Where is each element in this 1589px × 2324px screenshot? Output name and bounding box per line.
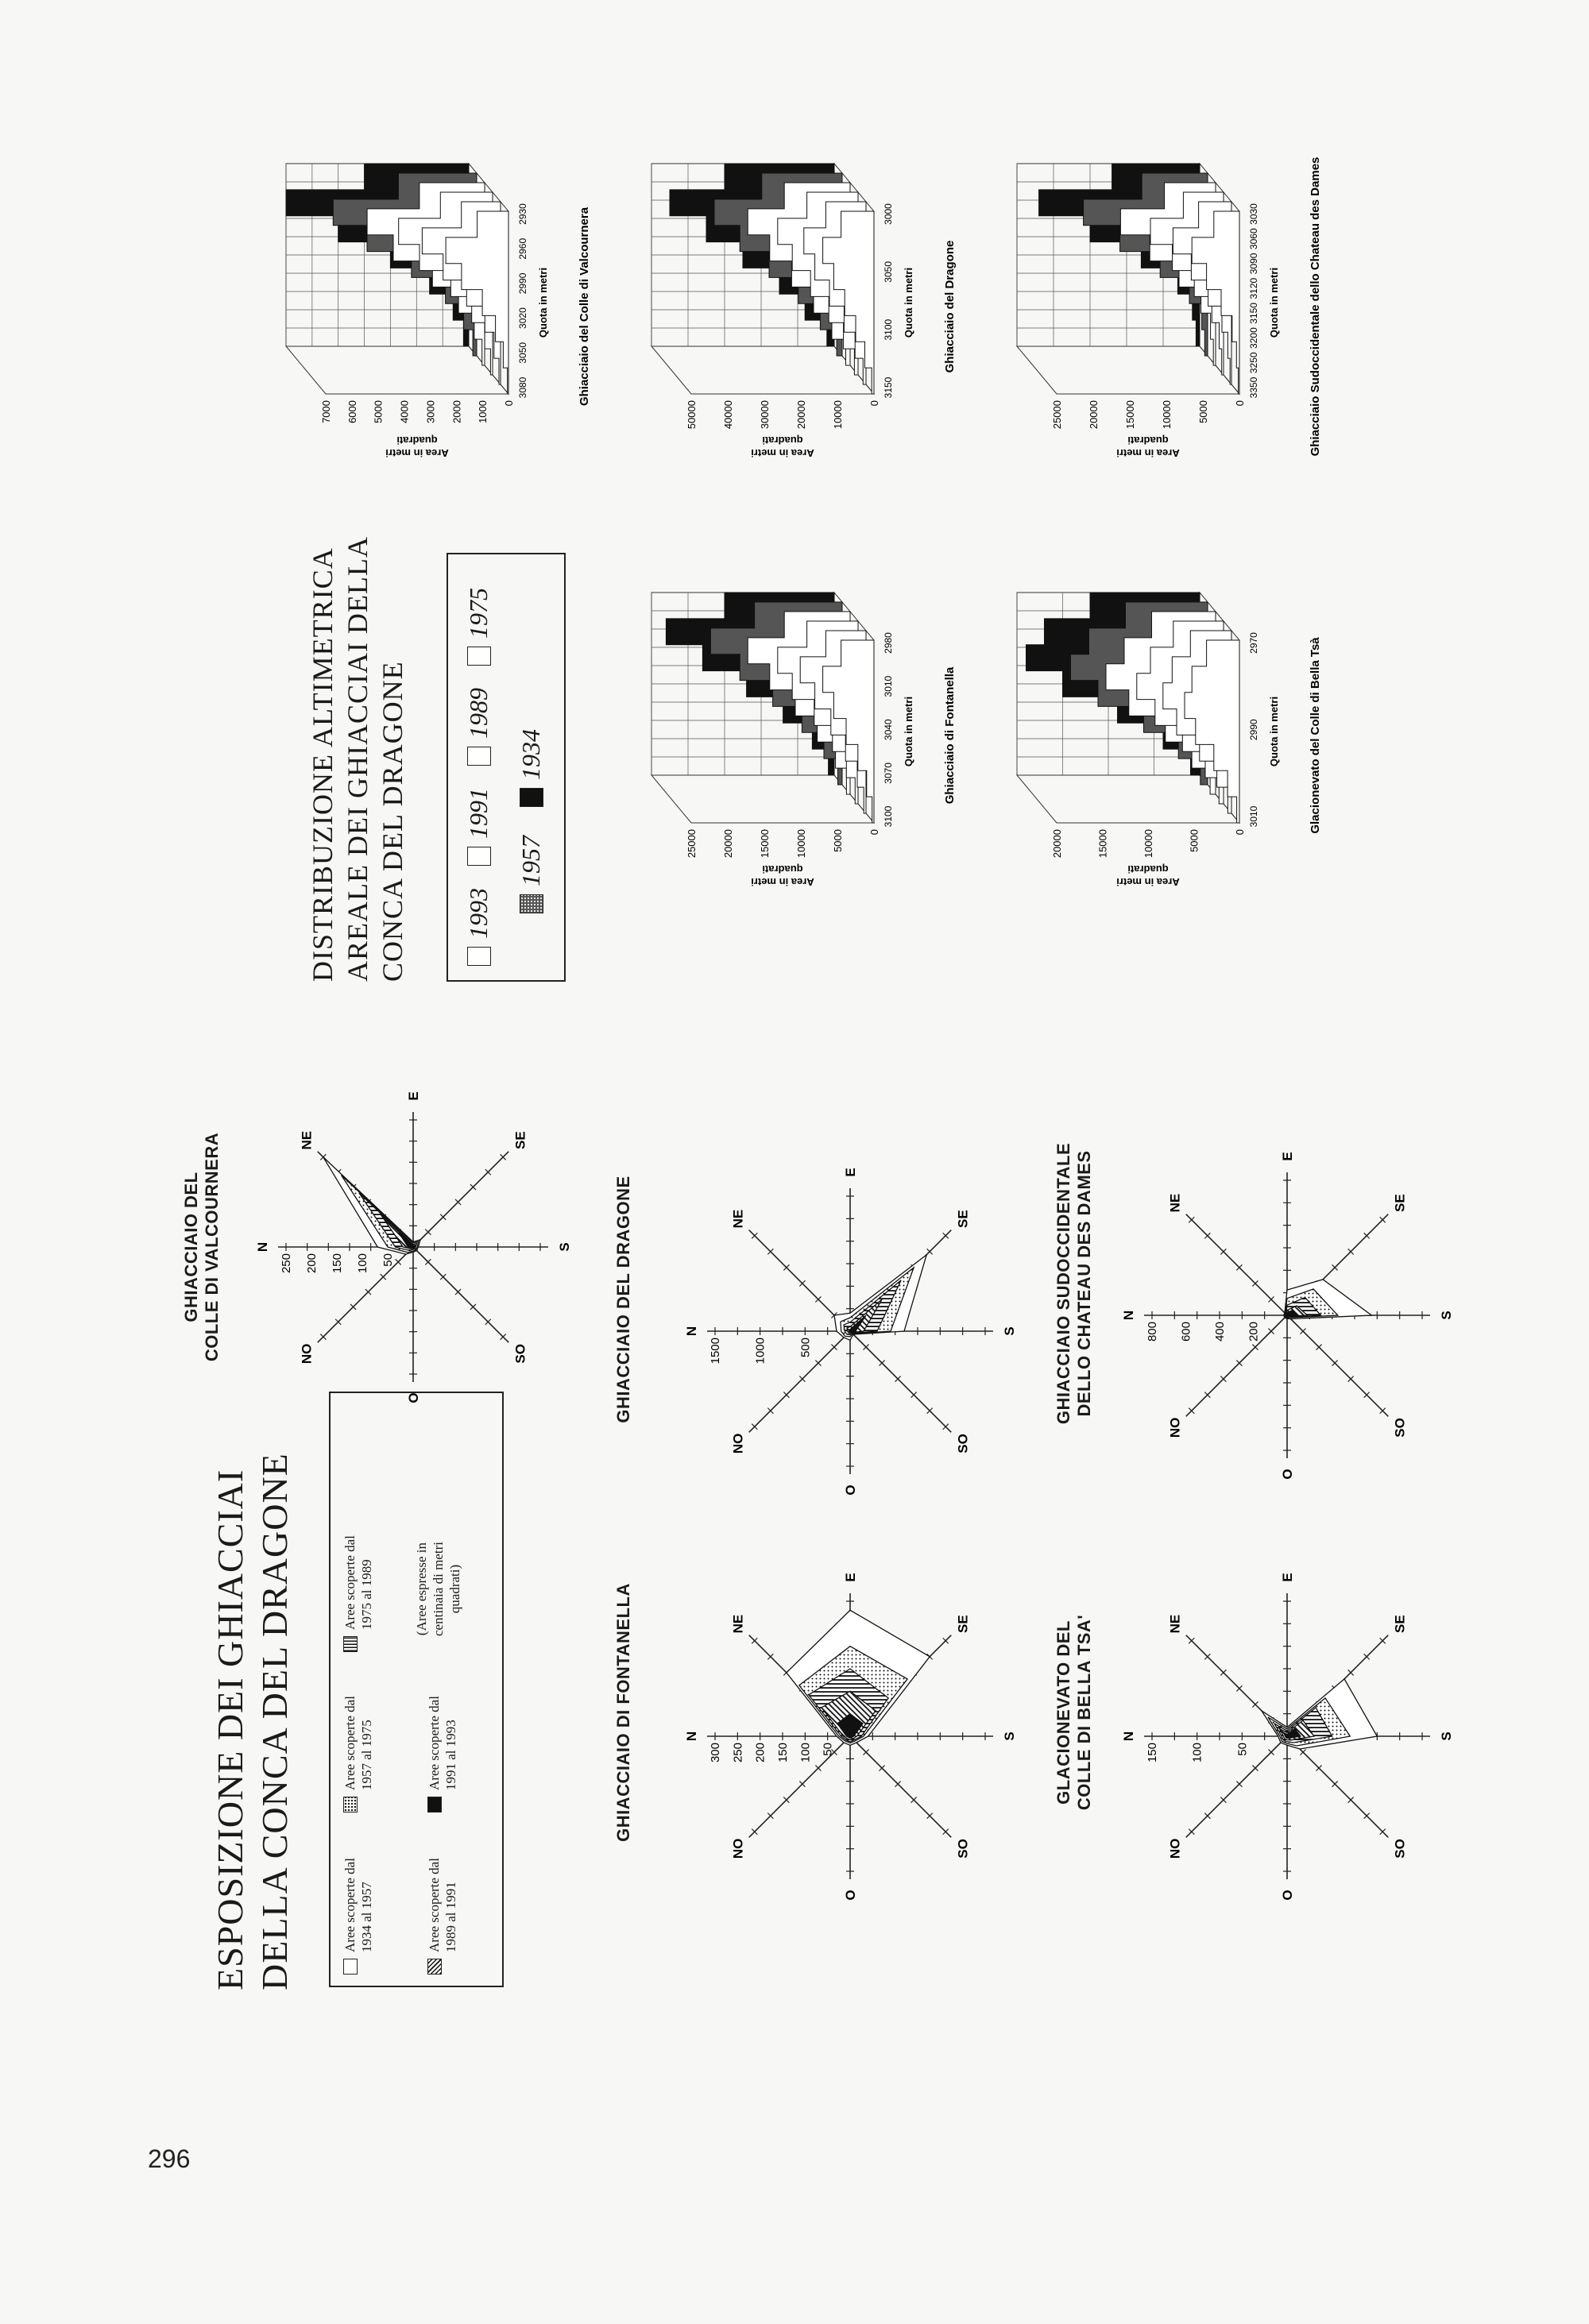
area-x-tick-label: 3350 — [1248, 376, 1259, 399]
legend-label: 1989 al 1991 — [443, 1882, 458, 1952]
area-y-tick-label: 15000 — [1096, 829, 1109, 859]
area-x-tick-label: 3000 — [883, 203, 894, 225]
radar-direction-se: SE — [512, 1131, 528, 1149]
chart-title-line: GHIACCIAIO DI FONTANELLA — [613, 1583, 633, 1842]
page-number: 296 — [148, 2144, 191, 2173]
area-y-tick-label: 25000 — [686, 829, 698, 859]
legend-item-1975 — [464, 588, 493, 666]
radar-direction-se: SE — [1392, 1615, 1408, 1633]
area-y-axis-subtitle: quadrati — [396, 434, 438, 446]
radar-tick-label: 250 — [280, 1253, 293, 1274]
legend-label: 1957 al 1975 — [359, 1720, 374, 1790]
area-x-tick-label: 2980 — [883, 632, 894, 654]
radar-direction-e: E — [406, 1091, 421, 1101]
area-chart-chateau — [993, 132, 1335, 481]
area-y-tick-label: 0 — [1234, 829, 1246, 836]
legend-label: 1934 — [516, 729, 545, 780]
radar-axis-so — [413, 1247, 508, 1342]
radar-axis-ne — [1186, 1214, 1287, 1315]
area-x-axis-title: Quota in metri — [903, 267, 914, 338]
area-x-tick-label: 2960 — [517, 237, 528, 260]
radar-direction-so: SO — [955, 1434, 971, 1453]
radar-tick-label: 150 — [1146, 1743, 1159, 1763]
area-y-tick-label: 5000 — [832, 829, 844, 852]
area-y-axis-subtitle: quadrati — [762, 434, 803, 446]
radar-direction-s: S — [1002, 1326, 1017, 1336]
radar-axis-so — [850, 1331, 951, 1432]
radar-tick-label: 500 — [798, 1338, 813, 1358]
radar-direction-ne: NE — [1167, 1193, 1183, 1213]
legend-label: 1991 — [464, 788, 493, 839]
radar-direction-o: O — [843, 1484, 858, 1496]
legend-item-1989 — [464, 688, 493, 766]
area-y-axis-title: Area in metri — [385, 447, 449, 459]
legend-label: 1989 — [464, 688, 493, 739]
radar-direction-o: O — [406, 1392, 421, 1403]
radar-chart-bellatsa — [1112, 1562, 1462, 1911]
legend-note-line: centinaia di metri — [431, 1542, 446, 1636]
area-y-tick-label: 0 — [1234, 400, 1246, 407]
radar-direction-ne: NE — [730, 1209, 746, 1229]
area-y-axis-title: Area in metri — [751, 876, 814, 888]
radar-direction-no: NO — [299, 1343, 315, 1365]
area-y-tick-label: 25000 — [1051, 400, 1063, 430]
radar-direction-s: S — [1002, 1731, 1017, 1741]
area-y-tick-label: 15000 — [1124, 400, 1136, 430]
legend-item-1991-1993 — [426, 1696, 459, 1812]
radar-title-chateau — [1054, 1117, 1095, 1450]
legend-swatch — [427, 1959, 442, 1975]
area-y-tick-label: 2000 — [450, 400, 463, 423]
radar-direction-ne: NE — [730, 1614, 746, 1634]
legend-label: 1975 — [464, 588, 493, 639]
left-main-title — [208, 1453, 297, 1990]
area-y-tick-label: 15000 — [759, 829, 771, 859]
area-y-tick-label: 20000 — [1088, 400, 1100, 430]
radar-tick-label: 50 — [381, 1253, 395, 1267]
area-y-tick-label: 5000 — [1188, 829, 1200, 852]
radar-direction-n: N — [684, 1326, 699, 1337]
radar-title-dragone — [613, 1125, 634, 1474]
legend-note-line: (Aree espresse in — [414, 1542, 429, 1636]
area-x-tick-label: 3060 — [1248, 228, 1259, 250]
radar-tick-label: 400 — [1213, 1322, 1227, 1342]
legend-item-1975-1989 — [342, 1535, 375, 1652]
area-x-tick-label: 3200 — [1248, 327, 1259, 349]
legend-swatch — [343, 1636, 358, 1652]
area-chart-fontanella — [628, 561, 969, 910]
area-y-tick-label: 5000 — [1197, 400, 1209, 423]
area-x-tick-label: 3050 — [517, 342, 528, 364]
legend-label: 1975 al 1989 — [359, 1559, 374, 1630]
radar-title-valcournera — [181, 1080, 222, 1414]
radar-tick-label: 50 — [821, 1743, 835, 1756]
radar-tick-label: 150 — [776, 1743, 790, 1763]
radar-direction-s: S — [1439, 1311, 1454, 1320]
area-x-axis-title: Quota in metri — [537, 267, 549, 338]
legend-swatch — [427, 1797, 442, 1812]
radar-direction-o: O — [1280, 1890, 1295, 1901]
legend-swatch — [343, 1959, 358, 1975]
area-chart-dragone — [628, 132, 969, 481]
radar-tick-label: 1500 — [709, 1338, 722, 1365]
radar-direction-o: O — [1280, 1469, 1295, 1480]
radar-direction-e: E — [1280, 1573, 1295, 1582]
legend-label: Aree scoperte dal — [427, 1858, 442, 1952]
radar-tick-label: 100 — [1190, 1743, 1204, 1763]
radar-direction-no: NO — [1167, 1838, 1183, 1859]
radar-tick-label: 600 — [1179, 1322, 1193, 1342]
area-y-axis-title: Area in metri — [1116, 876, 1180, 888]
radar-tick-label: 1000 — [753, 1338, 767, 1365]
radar-tick-label: 200 — [305, 1253, 319, 1274]
area-x-axis-title: Quota in metri — [903, 696, 914, 767]
area-x-tick-label: 2970 — [1248, 632, 1259, 654]
area-y-tick-label: 40000 — [722, 400, 734, 430]
radar-direction-e: E — [843, 1168, 858, 1177]
legend-label: 1993 — [464, 888, 493, 939]
area-x-tick-label: 3070 — [883, 762, 894, 784]
radar-tick-label: 250 — [731, 1743, 745, 1763]
radar-tick-label: 150 — [331, 1253, 344, 1274]
area-x-tick-label: 3250 — [1248, 352, 1259, 374]
area-y-tick-label: 6000 — [346, 400, 358, 423]
area-chart-title: Ghiacciaio di Fontanella — [943, 666, 957, 805]
radar-direction-e: E — [1280, 1152, 1295, 1161]
area-y-tick-label: 20000 — [1051, 829, 1063, 859]
legend-label: Aree scoperte dal — [342, 1858, 358, 1952]
legend-swatch — [467, 847, 491, 866]
area-x-tick-label: 3090 — [1248, 253, 1259, 275]
legend-item-1934-1957 — [342, 1858, 375, 1975]
area-x-tick-label: 3030 — [1248, 203, 1259, 225]
radar-title-fontanella — [613, 1546, 634, 1879]
area-y-axis-subtitle: quadrati — [1127, 863, 1169, 875]
radar-direction-s: S — [557, 1242, 572, 1252]
radar-axis-so — [1287, 1315, 1388, 1416]
legend-item-1993 — [464, 888, 493, 966]
radar-direction-ne: NE — [299, 1130, 315, 1150]
legend-item-1957-1975 — [342, 1696, 375, 1812]
radar-direction-so: SO — [1392, 1839, 1408, 1859]
area-chart-title: Ghiacciaio del Dragone — [943, 240, 957, 373]
radar-direction-no: NO — [730, 1433, 746, 1454]
area-x-tick-label: 3010 — [883, 675, 894, 697]
radar-tick-label: 50 — [1235, 1743, 1250, 1756]
area-x-tick-label: 3120 — [1248, 277, 1259, 299]
area-y-tick-label: 10000 — [1161, 400, 1173, 430]
area-y-tick-label: 0 — [868, 829, 880, 836]
area-chart-title: Ghiacciaio Sudoccidentale dello Chateau des Dames — [1309, 156, 1322, 457]
left-title-line2: DELLA CONCA DEL DRAGONE — [254, 1453, 295, 1990]
chart-title-line: GHIACCIAIO DEL — [181, 1172, 201, 1322]
legend-label: Aree scoperte dal — [342, 1535, 358, 1630]
radar-direction-se: SE — [955, 1210, 971, 1228]
radar-direction-n: N — [684, 1731, 699, 1742]
area-y-axis-title: Area in metri — [751, 447, 814, 459]
area-y-tick-label: 4000 — [398, 400, 411, 423]
area-x-tick-label: 3150 — [1248, 303, 1259, 324]
radar-direction-so: SO — [512, 1344, 528, 1364]
area-x-tick-label: 3100 — [883, 318, 894, 341]
area-x-tick-label: 3040 — [883, 719, 894, 741]
area-x-tick-label: 3100 — [883, 805, 894, 828]
area-chart-title: Glacionevato del Colle di Bella Tsà — [1309, 637, 1322, 834]
radar-axis-no — [1186, 1315, 1287, 1416]
legend-swatch — [467, 647, 491, 666]
right-title-line2: AREALE DEI GHIACCIAI DELLA — [342, 536, 373, 982]
area-chart-bellatsa — [993, 561, 1335, 910]
right-title-line3: CONCA DEL DRAGONE — [377, 661, 408, 982]
area-y-tick-label: 30000 — [759, 400, 771, 430]
radar-chart-fontanella — [675, 1562, 1025, 1911]
altimetry-legend — [447, 553, 566, 982]
legend-note-line: quadrati) — [447, 1564, 462, 1614]
area-x-tick-label: 2990 — [1248, 719, 1259, 741]
chart-title-line: DELLO CHATEAU DES DAMES — [1074, 1150, 1094, 1417]
radar-chart-chateau — [1112, 1141, 1462, 1490]
area-y-tick-label: 0 — [503, 400, 515, 407]
legend-swatch — [467, 947, 491, 966]
radar-direction-e: E — [843, 1573, 858, 1582]
legend-label: 1991 al 1993 — [443, 1720, 458, 1790]
right-title-line1: DISTRIBUZIONE ALTIMETRICA — [307, 547, 338, 982]
radar-tick-label: 300 — [709, 1743, 722, 1763]
area-chart-valcournera — [262, 132, 604, 481]
area-y-tick-label: 0 — [868, 400, 880, 407]
area-chart-title: Ghiacciaio del Colle di Valcournera — [578, 207, 591, 407]
chart-title-line: GHIACCIAIO DEL DRAGONE — [613, 1176, 633, 1423]
radar-chart-valcournera — [246, 1080, 580, 1414]
radar-direction-n: N — [1121, 1310, 1136, 1321]
radar-direction-s: S — [1439, 1731, 1454, 1741]
chart-title-line: GHIACCIAIO SUDOCCIDENTALE — [1054, 1142, 1073, 1425]
legend-swatch — [520, 894, 543, 913]
area-y-tick-label: 50000 — [686, 400, 698, 430]
radar-tick-label: 200 — [753, 1743, 767, 1763]
area-y-tick-label: 5000 — [372, 400, 385, 423]
area-y-axis-title: Area in metri — [1116, 447, 1180, 459]
radar-axis-so — [1287, 1736, 1388, 1837]
legend-item-1957 — [516, 836, 546, 913]
area-x-tick-label: 3050 — [883, 261, 894, 283]
radar-direction-n: N — [1121, 1731, 1136, 1742]
radar-direction-so: SO — [1392, 1418, 1408, 1438]
area-y-axis-subtitle: quadrati — [1127, 434, 1169, 446]
radar-tick-label: 800 — [1146, 1322, 1159, 1342]
radar-tick-label: 200 — [1247, 1322, 1261, 1342]
left-title-line1: ESPOSIZIONE DEI GHIACCIAI — [210, 1469, 250, 1990]
area-x-tick-label: 3080 — [517, 376, 528, 399]
radar-title-bellatsa — [1054, 1546, 1095, 1879]
area-y-tick-label: 3000 — [424, 400, 437, 423]
legend-label: 1957 — [516, 836, 545, 886]
legend-label: 1934 al 1957 — [359, 1882, 374, 1952]
area-y-tick-label: 20000 — [722, 829, 734, 859]
radar-direction-no: NO — [1167, 1417, 1183, 1438]
radar-direction-so: SO — [955, 1839, 971, 1859]
radar-direction-se: SE — [955, 1615, 971, 1633]
radar-direction-ne: NE — [1167, 1614, 1183, 1634]
legend-label: Aree scoperte dal — [427, 1696, 442, 1790]
area-y-tick-label: 10000 — [832, 400, 844, 430]
radar-direction-n: N — [255, 1241, 270, 1253]
area-y-tick-label: 10000 — [1142, 829, 1154, 859]
area-y-axis-subtitle: quadrati — [762, 863, 803, 875]
area-y-tick-label: 1000 — [477, 400, 489, 423]
radar-tick-label: 100 — [356, 1253, 369, 1274]
area-x-tick-label: 3150 — [883, 376, 894, 399]
area-y-tick-label: 10000 — [795, 829, 807, 859]
area-x-tick-label: 3020 — [517, 307, 528, 329]
radar-axis-se — [413, 1152, 508, 1247]
radar-axis-so — [850, 1736, 951, 1837]
chart-title-line: COLLE DI BELLA TSA' — [1074, 1614, 1094, 1811]
area-x-tick-label: 2990 — [517, 272, 528, 295]
legend-swatch — [343, 1797, 358, 1812]
chart-title-line: GLACIONEVATO DEL — [1054, 1620, 1073, 1805]
area-y-tick-label: 20000 — [795, 400, 807, 430]
area-y-tick-label: 7000 — [320, 400, 332, 423]
chart-title-line: COLLE DI VALCOURNERA — [202, 1132, 222, 1362]
radar-tick-label: 100 — [798, 1743, 813, 1763]
right-main-title — [305, 536, 410, 982]
legend-item-1934 — [516, 729, 546, 807]
area-x-axis-title: Quota in metri — [1268, 696, 1280, 767]
legend-note — [413, 1542, 463, 1636]
legend-swatch — [520, 788, 543, 807]
radar-direction-o: O — [843, 1890, 858, 1901]
radar-direction-no: NO — [730, 1838, 746, 1859]
legend-item-1991 — [464, 788, 493, 866]
area-x-axis-title: Quota in metri — [1268, 267, 1280, 338]
radar-direction-se: SE — [1392, 1194, 1408, 1212]
area-x-tick-label: 2930 — [517, 203, 528, 225]
legend-label: Aree scoperte dal — [342, 1696, 358, 1790]
exposure-legend — [329, 1392, 504, 1987]
legend-item-1989-1991 — [426, 1858, 459, 1975]
legend-swatch — [467, 747, 491, 766]
radar-chart-dragone — [675, 1156, 1025, 1506]
area-x-tick-label: 3010 — [1248, 805, 1259, 828]
